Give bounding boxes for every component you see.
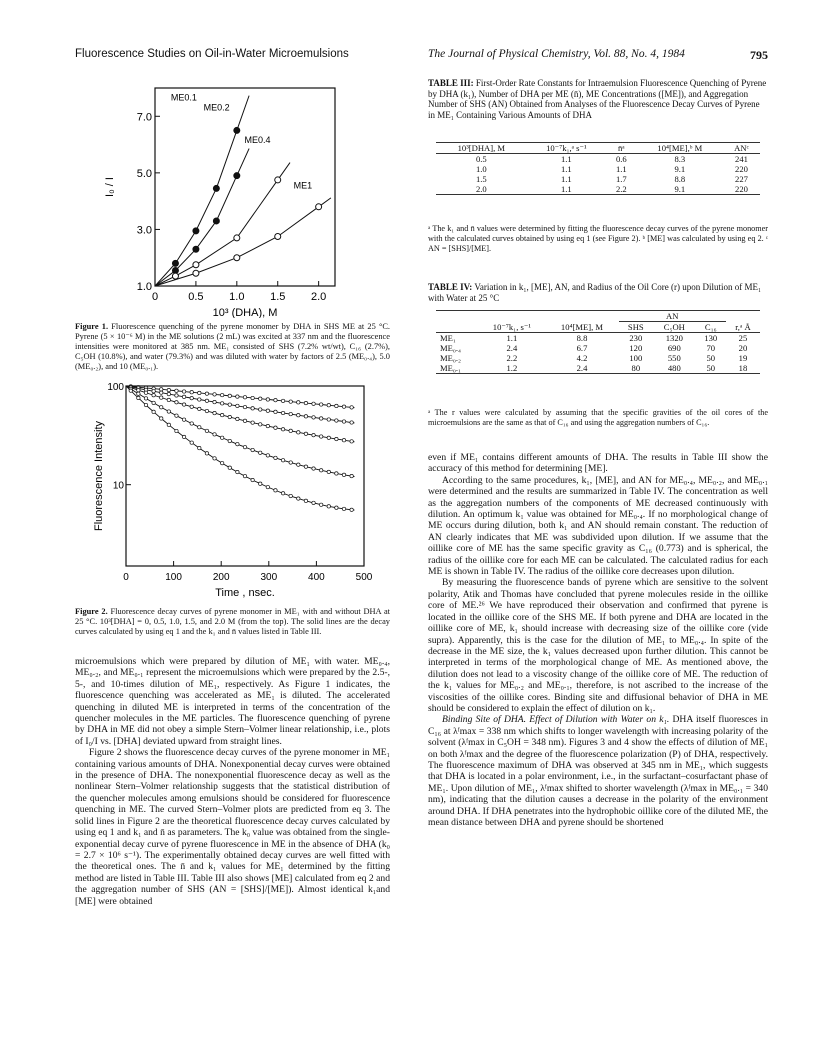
data-point — [275, 234, 281, 240]
table-cell: 19 — [738, 353, 748, 363]
table-cell: 9.1 — [674, 164, 686, 174]
table-header-cell: n̄ᵃ — [617, 143, 625, 153]
data-point — [297, 463, 300, 466]
data-point — [350, 406, 353, 409]
y-tick-label: 7.0 — [136, 111, 152, 124]
data-point — [281, 428, 284, 431]
data-point — [251, 421, 254, 424]
data-point — [236, 404, 239, 407]
data-point — [172, 273, 178, 279]
running-header-left: Fluorescence Studies on Oil-in-Water Microemulsions — [75, 48, 349, 60]
data-point — [251, 407, 254, 410]
table-cell: 1.1 — [560, 154, 572, 164]
data-point — [205, 399, 208, 402]
right-paragraph: According to the same procedures, k₁, [ME], and AN for ME₀.₄, ME₀.₂, and ME₀.₁ were determined and the results are summarized in Table IV. The concentration as well as the aggregation numbers of the components of ME decreased continuously with dilution. An optimum k₁ value was obtained for ME₀.₄. If no morphological change of ME occurs during dilution, both k₁ and AN should remain constant. The reduction of AN clearly indicates that ME was subdivided upon dilution. If we assume that the oillike core of ME has the same specific gravity as C₁₆ (0.773) and is spherical, the radius of the oillike core for each ME can be calculated. The calculated radius for each ME is shown in Table IV. The radius of the oillike core decreases upon dilution. — [428, 474, 768, 578]
data-point — [281, 492, 284, 495]
data-point — [319, 503, 322, 506]
data-point — [160, 406, 163, 409]
data-point — [198, 446, 201, 449]
data-point — [234, 127, 240, 133]
data-point — [198, 391, 201, 394]
data-point — [182, 390, 185, 393]
data-point — [190, 396, 193, 399]
table-cell: 70 — [706, 343, 716, 353]
table-cell: 1.2 — [506, 363, 518, 373]
data-point — [234, 173, 240, 179]
x-axis-label: Time , nsec. — [215, 587, 275, 599]
table-row — [436, 164, 760, 174]
table-header-cell: 10⁴[ME],ᵇ M — [657, 143, 703, 153]
section-heading: Binding Site of DHA. Effect of Dilution with Water on k₁. — [442, 714, 670, 726]
data-point — [327, 418, 330, 421]
data-point — [129, 389, 132, 392]
data-point — [335, 404, 338, 407]
data-point — [266, 424, 269, 427]
figure-2-label: Figure 2. — [75, 607, 108, 616]
binding-site-paragraph — [428, 714, 768, 828]
data-point — [259, 423, 262, 426]
table-cell: 1.1 — [560, 174, 572, 184]
data-point — [137, 389, 140, 392]
table-row — [436, 353, 760, 363]
series-label: ME0.1 — [170, 92, 197, 103]
x-tick-label: 300 — [260, 572, 278, 583]
right-paragraph: even if ME₁ contains different amounts of DHA. The results in Table III show the accuracy of this method for determining [ME]. — [428, 452, 768, 475]
data-point — [160, 417, 163, 420]
data-point — [198, 398, 201, 401]
data-point — [193, 228, 199, 234]
data-point — [350, 474, 353, 477]
table-cell: 0.5 — [475, 154, 487, 164]
data-point — [319, 469, 322, 472]
data-point — [167, 423, 170, 426]
data-point — [172, 267, 178, 273]
left-column-text — [75, 656, 390, 907]
table-cell: 100 — [629, 353, 643, 363]
data-point — [236, 395, 239, 398]
series-label: ME0.2 — [203, 102, 230, 113]
left-paragraph: microemulsions which were prepared by dilution of ME₁ with water. ME₀.₄, ME₀.₂, and ME₀.₁ represent the microemulsions which were prepared by the 2.5-, 5-, and 10-times dilution of ME₁, respectively. As Figure 1 indicates, the fluorescence quenching was accelerated as ME₁ is diluted. The accelerated quenching in diluted ME is interpreted in terms of the concentration of the quencher molecules in the ME particles. The fluorescence quenching of pyrene by DHA in ME did not obey a simple Stern–Volmer linear relationship, i.e., plots of I₀/I vs. [DHA] deviated upward from straight lines. — [75, 656, 390, 747]
data-point — [236, 470, 239, 473]
figure-2-chart — [88, 378, 378, 606]
table-cell: ME₀.₄ — [440, 343, 462, 353]
table-cell: 4.2 — [576, 353, 588, 363]
table-cell: 230 — [629, 333, 643, 343]
data-point — [190, 405, 193, 408]
data-point — [167, 398, 170, 401]
table-4-label: TABLE IV: — [428, 282, 473, 292]
data-point — [205, 452, 208, 455]
data-point — [289, 400, 292, 403]
data-point — [297, 497, 300, 500]
table-cell: 120 — [629, 343, 643, 353]
data-point — [152, 393, 155, 396]
data-point — [243, 419, 246, 422]
table-cell: 1.1 — [615, 164, 627, 174]
data-point — [335, 506, 338, 509]
x-tick-label: 0.5 — [188, 291, 204, 303]
figure-1-caption-text: Fluorescence quenching of the pyrene monomer by DHA in SHS ME at 25 °C. Pyrene (5 × 10⁻⁶ M) in the ME solutions (2 mL) was excited at 337 nm and the fluorescence intensities were monitored at 385 nm. ME₁ consisted of SHS (7.2% wt/wt), C₁₆ (2.7%), C₅OH (10.8%), and water (79.3%) and was diluted with water by factors of 2.5 (ME₀.₄), 5.0 (ME₀.₂), and 10 (ME₀.₁). — [75, 322, 390, 371]
data-point — [198, 407, 201, 410]
table-4-footnote: ᵃ The r values were calculated by assuming that the specific gravities of the oil cores of the microemulsions are the same as that of C₁₆ and using the aggregation numbers of C₁₆. — [428, 408, 768, 427]
data-point — [274, 410, 277, 413]
data-point — [243, 445, 246, 448]
y-axis-label: I₀ / I — [104, 177, 116, 197]
table-row — [436, 363, 760, 374]
table-cell: 2.2 — [615, 184, 627, 194]
data-point — [160, 391, 163, 394]
data-point — [275, 177, 281, 183]
table-cell: ME₀.₁ — [440, 363, 462, 373]
table-3-title — [428, 78, 768, 120]
data-point — [266, 454, 269, 457]
data-point — [193, 246, 199, 252]
data-point — [236, 442, 239, 445]
data-point — [266, 485, 269, 488]
data-point — [350, 508, 353, 511]
table-header-cell: 10⁻⁷k₁,ᵃ s⁻¹ — [546, 143, 587, 153]
table-cell: 50 — [706, 363, 716, 373]
y-tick-label: 10 — [112, 480, 124, 492]
journal-citation: The Journal of Physical Chemistry, Vol. 88, No. 4, 1984 — [428, 48, 685, 60]
data-point — [175, 429, 178, 432]
data-point — [190, 391, 193, 394]
table-cell: 241 — [735, 154, 748, 164]
table-4-title — [428, 282, 768, 303]
table-cell: 130 — [704, 333, 718, 343]
y-tick-label: 1.0 — [136, 281, 152, 293]
data-point — [319, 435, 322, 438]
data-point — [182, 395, 185, 398]
table-group-header: AN — [619, 311, 726, 322]
data-point — [205, 429, 208, 432]
table-header-cell: SHS — [627, 322, 644, 332]
data-point — [281, 411, 284, 414]
data-point — [228, 466, 231, 469]
table-cell: 690 — [667, 343, 681, 353]
data-point — [342, 507, 345, 510]
table-cell: 480 — [667, 363, 681, 373]
data-point — [319, 403, 322, 406]
data-point — [342, 473, 345, 476]
table-cell: 80 — [631, 363, 641, 373]
table-header-cell: C₁₆ — [704, 322, 717, 332]
data-point — [304, 465, 307, 468]
data-point — [274, 426, 277, 429]
data-point — [243, 474, 246, 477]
data-point — [251, 396, 254, 399]
table-cell: 18 — [738, 363, 748, 373]
data-point — [304, 499, 307, 502]
data-point — [289, 429, 292, 432]
table-cell: 2.0 — [475, 184, 487, 194]
y-tick-label: 100 — [107, 382, 124, 393]
table-cell: ME₀.₂ — [440, 353, 462, 363]
right-column-text — [428, 452, 768, 828]
data-point — [281, 459, 284, 462]
data-point — [228, 403, 231, 406]
data-point — [213, 218, 219, 224]
table-row — [436, 184, 760, 195]
data-point — [182, 403, 185, 406]
series-label: ME0.4 — [244, 135, 271, 146]
x-tick-label: 0 — [151, 291, 159, 303]
data-point — [350, 440, 353, 443]
table-cell: 227 — [735, 174, 748, 184]
data-point — [167, 392, 170, 395]
table-cell: 550 — [667, 353, 681, 363]
data-point — [259, 482, 262, 485]
data-point — [319, 417, 322, 420]
data-point — [274, 456, 277, 459]
figure-1-label: Figure 1. — [75, 322, 109, 331]
data-point — [259, 408, 262, 411]
table-cell: 1320 — [665, 333, 683, 343]
data-point — [220, 393, 223, 396]
x-tick-label: 1.5 — [270, 291, 286, 303]
data-point — [266, 409, 269, 412]
data-point — [167, 410, 170, 413]
section-text: DHA itself fluoresces in C₁₆ at λᶠmax = 338 nm which shifts to longer wavelength with increasing polarity of the solvent (λᶠmax in C₅OH = 348 nm). Figures 3 and 4 show the effects of dilution of ME₁ on both λᶠmax and the degree of the fluorescence polarization (P) of DHA, respectively. The fluorescence maximum of DHA was observed at 345 nm in ME₁, which suggests that DHA is located in a polar environment, i.e., in the surfactant–cosurfactant phase of ME₁. Upon dilution of ME₁, λᶠmax shifted to shorter wavelength (λᶠmax in ME₀.₁ = 340 nm), indicating that the dilution causes a decrease in the polarity of the environment around DHA. If DHA penetrates into the hydrophobic oillike core of the diluted ME, the mean distance between DHA and pyrene should be shortened — [428, 714, 768, 828]
data-point — [213, 185, 219, 191]
table-cell: ME₁ — [440, 333, 456, 343]
table-cell: 1.1 — [506, 333, 518, 343]
y-tick-label: 3.0 — [136, 224, 152, 237]
data-point — [137, 396, 140, 399]
data-point — [144, 397, 147, 400]
data-point — [213, 411, 216, 414]
data-point — [228, 394, 231, 397]
table-4 — [436, 310, 760, 374]
running-header-right — [428, 48, 768, 63]
data-point — [220, 413, 223, 416]
x-tick-label: 200 — [212, 572, 230, 583]
data-point — [220, 436, 223, 439]
data-point — [234, 235, 240, 241]
data-point — [342, 439, 345, 442]
table-3-title-text: First-Order Rate Constants for Intraemulsion Fluorescence Quenching of Pyrene by DHA (k₁), Number of DHA per ME (n̄), ME Concentrations ([ME]), and Aggregation Number of SHS (AN) Obtained from Analyses of the Fluorescence Decay Curves of Pyrene in ME₁ Containing Various Amounts of DHA — [428, 78, 767, 120]
data-point — [236, 417, 239, 420]
data-point — [144, 391, 147, 394]
data-point — [342, 405, 345, 408]
table-row — [436, 333, 760, 344]
table-cell: 220 — [735, 184, 748, 194]
figure-1-chart — [95, 78, 365, 318]
data-point — [259, 397, 262, 400]
data-point — [228, 439, 231, 442]
left-paragraph: Figure 2 shows the fluorescence decay curves of the pyrene monomer in ME₁ containing various amounts of DHA. Nonexponential decay curves were obtained in the presence of DHA. The nonexponential fluorescence decay as well as the nonlinear Stern–Volmer relationship suggests that the statistical distribution of the quencher molecules among emulsions should be considered for fluorescence quenching in ME. The curved Stern–Volmer plots are predicted from eq 3. The solid lines in Figure 2 are the theoretical fluorescence decay curves calculated by using eq 1 and k₁ and n̄ as parameters. The k₀ value was obtained from the single-exponential decay curve of pyrene fluorescence in ME in the absence of DHA (k₀ = 2.7 × 10⁶ s⁻¹). The experimentally obtained decay curves are well fitted with the theoretical ones. The n̄ and k₁ values for ME₁ determined by the fitting method are listed in Table III. Table III also shows [ME] calculated from eq 2 and the aggregation number of SHS (AN = [SHS]/[ME]). Almost identical k₁and [ME] were obtained — [75, 747, 390, 907]
table-cell: 8.3 — [674, 154, 686, 164]
data-point — [312, 402, 315, 405]
data-point — [220, 461, 223, 464]
data-point — [160, 396, 163, 399]
data-point — [243, 396, 246, 399]
data-point — [182, 418, 185, 421]
table-cell: 6.7 — [576, 343, 588, 353]
table-header-cell — [436, 311, 478, 333]
table-header-cell: 10⁴[ME], M — [560, 322, 604, 332]
table-3 — [436, 142, 760, 195]
data-point — [175, 389, 178, 392]
decay-curve-15 — [126, 386, 355, 477]
figure-2-caption — [75, 607, 390, 637]
data-point — [205, 409, 208, 412]
data-point — [251, 448, 254, 451]
data-point — [327, 436, 330, 439]
x-tick-label: 0 — [123, 572, 129, 583]
data-point — [350, 421, 353, 424]
table-cell: 8.8 — [576, 333, 588, 343]
figure-1-caption — [75, 322, 390, 372]
table-cell: 1.1 — [560, 184, 572, 194]
page-number: 795 — [750, 48, 768, 62]
table-row — [436, 174, 760, 184]
table-cell: 2.4 — [506, 343, 518, 353]
data-point — [312, 433, 315, 436]
data-point — [259, 451, 262, 454]
table-cell: 1.5 — [475, 174, 487, 184]
table-cell: 220 — [735, 164, 748, 174]
data-point — [167, 388, 170, 391]
table-header-cell: 10³[DHA], M — [457, 143, 506, 153]
data-point — [297, 431, 300, 434]
data-point — [289, 461, 292, 464]
data-point — [335, 472, 338, 475]
table-cell: 25 — [738, 333, 748, 343]
table-row — [436, 154, 760, 165]
data-point — [152, 401, 155, 404]
data-point — [243, 405, 246, 408]
data-point — [281, 399, 284, 402]
table-4-title-text: Variation in k₁, [ME], AN, and Radius of the Oil Core (r) upon Dilution of ME₁ with Water at 25 °C — [428, 282, 762, 303]
data-point — [193, 270, 199, 276]
table-cell: 2.2 — [506, 353, 518, 363]
x-tick-label: 1.0 — [229, 291, 245, 303]
table-header-cell: ANᶜ — [734, 143, 749, 153]
data-point — [312, 416, 315, 419]
data-point — [213, 457, 216, 460]
series-label: ME1 — [293, 180, 313, 191]
data-point — [182, 435, 185, 438]
table-3-footnote: ᵃ The k₁ and n̄ values were determined by fitting the fluorescence decay curves of the pyrene monomer with the calculated curves obtained by using eq 1 (see Figure 2). ᵇ [ME] was calculated by using eq 2. ᶜ AN = [SHS]/[ME]. — [428, 224, 768, 253]
data-point — [335, 419, 338, 422]
table-cell: 9.1 — [674, 184, 686, 194]
data-point — [144, 403, 147, 406]
data-point — [289, 494, 292, 497]
x-tick-label: 100 — [165, 572, 182, 583]
data-point — [327, 470, 330, 473]
data-point — [213, 433, 216, 436]
data-point — [234, 255, 240, 261]
data-point — [152, 390, 155, 393]
data-point — [251, 478, 254, 481]
data-point — [274, 398, 277, 401]
figure-2-caption-text: Fluorescence decay curves of pyrene monomer in ME₁ with and without DHA at 25 °C. 10³[DHA] = 0, 0.5, 1.0, 1.5, and 2.0 M (from the top). The solid lines are the decay curves calculated by using eq 1 and the k₁ and n̄ values listed in Table III. — [75, 607, 390, 636]
data-point — [304, 401, 307, 404]
data-point — [316, 204, 322, 210]
right-paragraph: By measuring the fluorescence bands of pyrene which are sensitive to the solvent polarity, Atik and Thomas have concluded that pyrene molecules reside in the oillike core of ME.²⁶ We have reproduced their observation and confirmed that pyrene is located in the oillike core of the SHS ME. If both pyrene and DHA are located in the oillike core of ME, k₁ should increase with decreasing size of the oillike core (vide supra). Apparently, this is the case for the dilution of ME₁ to ME₀.₄. In spite of the decrease in the ME size, the k₁ values decreased upon further dilution. This cannot be interpreted in terms of the morphological change of ME. As mentioned above, the dilution does not lead to a viscosity change of the oillike core of ME. The reduction of the k₁ values for ME₀.₂ and ME₀.₁, therefore, is not ascribed to the increase of the viscosities of the oillike cores. Binding site and diffusional behavior of DHA in ME should be considered to explain the effect of dilution on k₁. — [428, 577, 768, 714]
data-point — [342, 420, 345, 423]
table-cell: 1.7 — [615, 174, 627, 184]
table-cell: 1.0 — [475, 164, 487, 174]
data-point — [190, 441, 193, 444]
data-point — [172, 260, 178, 266]
data-point — [175, 414, 178, 417]
data-point — [304, 415, 307, 418]
table-cell: 50 — [706, 353, 716, 363]
table-header-cell: 10⁻⁷k₁, s⁻¹ — [492, 322, 531, 332]
data-point — [220, 402, 223, 405]
data-point — [205, 392, 208, 395]
data-point — [228, 415, 231, 418]
x-axis-label: 10³ (DHA), M — [212, 307, 278, 318]
table-cell: 1.1 — [560, 164, 572, 174]
data-point — [289, 412, 292, 415]
table-3-label: TABLE III: — [428, 78, 474, 88]
y-tick-label: 5.0 — [136, 167, 152, 180]
data-point — [274, 489, 277, 492]
data-point — [152, 410, 155, 413]
data-point — [198, 426, 201, 429]
table-row — [436, 343, 760, 353]
data-point — [175, 401, 178, 404]
data-point — [312, 501, 315, 504]
data-point — [297, 401, 300, 404]
data-point — [335, 437, 338, 440]
data-point — [193, 262, 199, 268]
data-point — [327, 505, 330, 508]
table-cell: 20 — [738, 343, 748, 353]
table-header-cell: r,ᵃ Å — [735, 322, 751, 332]
data-point — [137, 392, 140, 395]
table-cell: 8.8 — [674, 174, 686, 184]
data-point — [213, 400, 216, 403]
data-point — [304, 432, 307, 435]
table-header-cell: C₅OH — [663, 322, 685, 332]
data-point — [175, 394, 178, 397]
data-point — [327, 404, 330, 407]
table-cell: 2.4 — [576, 363, 588, 373]
data-point — [213, 393, 216, 396]
data-point — [312, 467, 315, 470]
x-tick-label: 2.0 — [310, 291, 327, 303]
x-tick-label: 500 — [355, 572, 373, 583]
data-point — [297, 414, 300, 417]
data-point — [266, 398, 269, 401]
y-axis-label: Fluorescence Intensity — [93, 420, 105, 532]
data-point — [160, 388, 163, 391]
table-cell: 0.6 — [615, 154, 627, 164]
data-point — [190, 422, 193, 425]
x-tick-label: 400 — [308, 572, 325, 583]
